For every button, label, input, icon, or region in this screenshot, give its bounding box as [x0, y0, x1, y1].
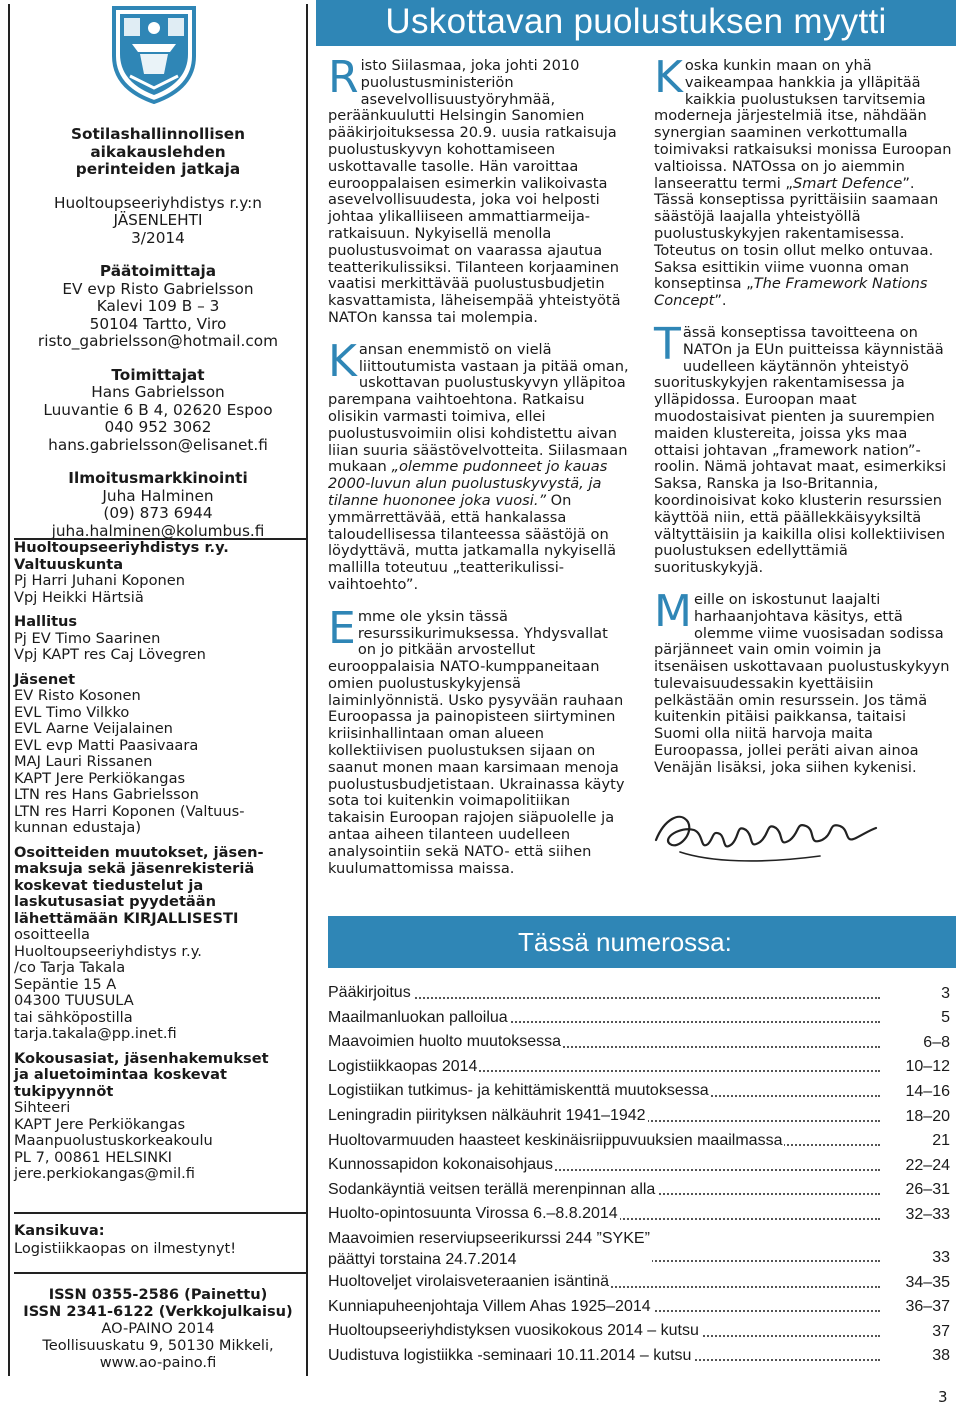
info-line: Hans Gabrielsson [91, 383, 225, 401]
body-text: ”. [714, 292, 727, 310]
section-heading: ja aluetoimintaa koskevat [14, 1066, 227, 1083]
info-line: 04300 TUUSULA [14, 992, 134, 1009]
editor-signature [650, 800, 880, 872]
info-line: KAPT Jere Perkiökangas [14, 769, 186, 787]
toc-entry-page: 10–12 [880, 1056, 950, 1078]
section-heading: lähettämään KIRJALLISESTI [14, 909, 239, 927]
info-line: tai sähköpostilla [14, 1008, 133, 1026]
body-text: ”. Tässä konseptissa pyrittäisiin saamaan säästöjä laajalla yhteistyöllä puolustuskykyjen rakentamisessa. Toteutus on tosin ollut melko ontuvaa. Saksa esittikin viime vuonna oman konseptinsa „ [654, 174, 939, 293]
info-line: MAJ Lauri Rissanen [14, 753, 153, 770]
article-paragraph [328, 602, 630, 878]
article-paragraph [328, 52, 630, 327]
toc-entry[interactable] [328, 1345, 950, 1370]
section-heading: laskutusasiat pyydetään [14, 893, 217, 910]
info-line: Vpj KAPT res Caj Lövegren [14, 646, 206, 663]
info-line: Sihteeri [14, 1099, 71, 1116]
table-of-contents [328, 982, 950, 1369]
toc-entry-title: Huoltovarmuuden haasteet keskinäisriippuvuuksien maailmassa [328, 1130, 784, 1152]
toc-entry[interactable] [328, 1154, 950, 1179]
article-paragraph [654, 318, 956, 577]
page-number: 3 [938, 1388, 948, 1406]
toc-entry[interactable] [328, 1031, 950, 1056]
section-heading: Päätoimittaja [99, 262, 217, 280]
article-column-1 [328, 52, 630, 892]
toc-entry-page: 33 [880, 1247, 950, 1269]
masthead-column [8, 4, 308, 1376]
spacer [10, 454, 306, 470]
toc-entry[interactable] [328, 1179, 950, 1204]
toc-entry-page: 18–20 [880, 1106, 950, 1128]
toc-entry-page: 5 [880, 1007, 950, 1029]
toc-header [328, 916, 956, 968]
toc-entry-title: Uudistuva logistiikka -seminaari 10.11.2014 – kutsu [328, 1345, 693, 1367]
article-column-2 [654, 52, 956, 792]
info-line: Luuvantie 6 B 4, 02620 Espoo [43, 400, 273, 419]
section-heading: Osoitteiden muutokset, jäsen- [14, 843, 264, 861]
cover-credit [14, 1222, 306, 1258]
cover-label: Kansikuva: [14, 1222, 105, 1239]
toc-entry-page: 36–37 [880, 1296, 950, 1318]
quote-text: The Framework Nations Concept [654, 275, 928, 310]
section-heading: Ilmoitusmarkkinointi [68, 469, 248, 487]
toc-entry[interactable] [328, 982, 950, 1007]
toc-entry[interactable] [328, 1056, 950, 1081]
section-heading: Huoltoupseeriyhdistys r.y. [14, 539, 229, 556]
info-line: 50104 Tartto, Viro [89, 314, 227, 333]
drop-cap: K [654, 52, 683, 103]
toc-entry-title: Leningradin piirityksen nälkäuhrit 1941–1942 [328, 1105, 648, 1127]
info-line: Kalevi 109 B – 3 [96, 297, 220, 315]
body-text: isto Siilasmaa, joka johti 2010 puolustusministeriön asevelvollisuustyöryhmää, peräänkuulutti Helsingin Sanomien pääkirjoituksessa 20.9. uusia ratkaisuja puolustuskyvyn kohottamiseen uskottavalle tasolle. Hän varoittaa eurooppalaisen esimerkin valikoivasta asevelvollisuudesta, joka voi helposti johtaa ylikalliiseen ammattiarmeija-ratkaisuun. Nykyisellä menolla puolustusvoimat on vaarassa ajautua teatterikulissiksi. Tilanteen korjaaminen vaatisi merkittävää puolustusbudjetin kasvattamista, läheisempää yhteistyötä NATOn kanssa tai molempia. [328, 57, 621, 326]
body-text: eille on iskostunut laajalti harhaanjohtava käsitys, että olemme viime vuosisadan sodissa pärjänneet vain omin voimin ja itsenäisen uskottavaan puolustuskykyyn tulevaisuudessakin kyettäisiin pelkästään omin resurssein. Jos tämä kuitenkin pitäisi paikkansa, taitaisi Suomi olla niitä harvoja maita Euroopassa, jollei peräti aivan ainoa Venäjän lisäksi, joka siihen kykenisi. [654, 590, 950, 776]
section-heading: aikakauslehden [90, 142, 226, 161]
info-line: kunnan edustaja) [14, 819, 142, 836]
info-line: osoitteella [14, 926, 90, 943]
info-line: Maanpuolustuskorkeakoulu [14, 1132, 213, 1149]
info-line: EVL Timo Vilkko [14, 703, 130, 721]
info-line: Vpj Heikki Härtsiä [14, 588, 144, 606]
info-line: (09) 873 6944 [103, 504, 213, 522]
info-line: Juha Halminen [102, 486, 214, 505]
issn-line: AO-PAINO 2014 [101, 1320, 215, 1337]
info-line: LTN res Hans Gabrielsson [14, 786, 199, 803]
info-line: LTN res Harri Koponen (Valtuus- [14, 802, 245, 820]
body-text: mme ole yksin tässä resurssikurimuksessa. Yhdysvallat on jo pitkään arvostellut eurooppalaisia NATO-kumppaneitaan omien puolustuskykyjensä laiminlyönnistä. Usko pysyvään rauhaan Euroopassa ja painopisteen siirtyminen kriisinhallintaan oman alueen kollektiivisen puolustuksen sijaan on saanut monen maan karsimaan menoja puolustusbudjetistaan. Ukrainassa käyty sota toi kuitenkin voimapolitiikan takaisin Euroopan rajojen siäpuolelle ja antaa aiheen tilanteen uudelleen analysointiin sekä NATO- että siihen kuulumattomissa maissa. [328, 607, 625, 877]
issn-line: ISSN 0355-2586 (Painettu) [48, 1286, 268, 1303]
info-line: /co Tarja Takala [14, 959, 126, 976]
toc-entry-title: Logistiikkaopas 2014 [328, 1056, 479, 1078]
drop-cap: T [654, 318, 681, 370]
spacer [10, 179, 306, 195]
info-line: juha.halminen@kolumbus.fi [51, 521, 265, 540]
section-heading: Jäsenet [14, 670, 76, 688]
toc-entry[interactable] [328, 1130, 950, 1155]
info-line: Sepäntie 15 A [14, 975, 117, 993]
article-title: Uskottavan puolustuksen myytti [316, 0, 956, 46]
toc-entry-title: Pääkirjoitus [328, 982, 413, 1004]
section-heading: Kokousasiat, jäsenhakemukset [14, 1049, 269, 1067]
info-line: tarja.takala@pp.inet.fi [14, 1025, 177, 1042]
spacer [10, 247, 306, 263]
section-heading: Sotilashallinnollisen [70, 125, 246, 143]
toc-entry-page: 26–31 [880, 1179, 950, 1201]
issn-info [10, 1286, 306, 1371]
drop-cap: K [328, 335, 357, 387]
divider [14, 1272, 306, 1274]
toc-entry-title: Huoltoupseeriyhdistyksen vuosikokous 2014 – kutsu [328, 1320, 701, 1342]
cover-text: Logistiikkaopas on ilmestynyt! [14, 1240, 237, 1257]
toc-entry-title: Huoltoveljet virolaisveteraanien isäntinä [328, 1271, 611, 1293]
quote-text: Smart Defence [793, 174, 903, 192]
info-line: EVL evp Matti Paasivaara [14, 736, 199, 754]
section-heading: tukipyynnöt [14, 1082, 114, 1100]
toc-entry-title: Huolto-opintosuunta Virossa 6.–8.8.2014 [328, 1203, 620, 1225]
section-heading: Toimittajat [111, 365, 205, 384]
section-heading: maksuja sekä jäsenrekisteriä [14, 860, 255, 877]
spacer [10, 351, 306, 367]
toc-entry[interactable] [328, 1007, 950, 1032]
toc-entry-page: 37 [880, 1321, 950, 1343]
toc-entry-title: Maailmanluokan palloilua [328, 1007, 510, 1029]
toc-entry-title: Logistiikan tutkimus- ja kehittämiskenttä muutoksessa [328, 1080, 711, 1102]
info-line: EVL Aarne Veijalainen [14, 720, 173, 737]
article-paragraph [654, 52, 956, 310]
toc-entry[interactable] [328, 1271, 950, 1296]
toc-entry[interactable] [328, 1105, 950, 1130]
toc-entry-title: Maavoimien reserviupseerikurssi 244 ”SYKE” päättyi torstaina 24.7.2014 [328, 1229, 650, 1268]
info-line: Pj EV Timo Saarinen [14, 629, 161, 647]
info-line: Pj Harri Juhani Koponen [14, 572, 185, 589]
body-text: On ymmärrettävää, että hankalassa taloudellisessa tilanteessa säästöjä on löydyttävä, mutta jatkamalla nykyisellä mallilla toteutuu „teatterikulissi-vaihtoehto”. [328, 491, 617, 593]
body-text: ansan enemmistö on vielä liittoutumista vastaan ja pitää oman, uskottavan puolustuskyvyn ylläpitoa parempana vaihtoehtona. Ratkaisu olisikin varmasti toimiva, ellei puolustusvoimiin olisi kohdistettu aivan liian suuria säästövelvotteita. Siilasmaan mukaan [328, 340, 629, 476]
toc-entry-page: 32–33 [880, 1204, 950, 1226]
body-text: oska kunkin maan on yhä vaikeampaa hankkia ja ylläpitää kaikkia puolustuksen tarvitsemia moderneja järjestelmiä itse, nähdään synergian saaminen verkottumalla toimivaksi ratkaisuksi monissa Euroopan valtioissa. NATOssa on jo aiemmin lanseerattu termi „ [654, 57, 952, 192]
info-line: Huoltoupseeriyhdistys r.y:n [54, 193, 262, 212]
info-line: JÄSENLEHTI [113, 211, 203, 229]
issn-line: Teollisuuskatu 9, 50130 Mikkeli, [42, 1337, 274, 1354]
toc-entry-page: 21 [880, 1130, 950, 1152]
toc-entry-page: 6–8 [880, 1032, 950, 1054]
association-crest-logo [110, 4, 198, 104]
toc-entry-title: Kunnossapidon kokonaisohjaus [328, 1154, 555, 1176]
article-paragraph [654, 585, 956, 777]
masthead-info [10, 126, 306, 540]
toc-entry-title: Sodankäyntiä veitsen terällä merenpinnan alla [328, 1179, 657, 1201]
issn-line: www.ao-paino.fi [99, 1354, 217, 1371]
toc-entry-page: 38 [880, 1345, 950, 1367]
info-line: 040 952 3062 [104, 418, 212, 436]
toc-entry[interactable] [328, 1228, 950, 1271]
toc-entry[interactable] [328, 1320, 950, 1345]
body-text: ässä konseptissa tavoitteena on NATOn ja EUn puitteissa käynnistää uudelleen käytännön yhteistyö suorituskykyjen rakentamisessa ja ylläpidossa. Euroopan maat muodostaisivat pienten ja suurempien maiden klustereita, joissa yks maa ottaisi johtavan „framework nation”-roolin. Nämä johtavat maat, esimerkiksi Saksa, Ranska ja Iso-Britannia, koordinoisivat koko klusterin resurssien käyttöä niin, että päällekkäisyyksiltä vältyttäisiin ja kaikilla olisi kollektiivisen puolustuksen edellyttämiä suorituskykyjä. [654, 323, 947, 577]
info-line: jere.perkiokangas@mil.fi [14, 1165, 195, 1182]
toc-entry-page: 22–24 [880, 1155, 950, 1177]
divider [14, 1212, 306, 1214]
drop-cap: E [328, 602, 356, 654]
article-paragraph [328, 335, 630, 594]
association-info [14, 540, 306, 1183]
toc-entry[interactable] [328, 1080, 950, 1105]
toc-entry[interactable] [328, 1296, 950, 1321]
quote-text: „olemme pudonneet jo kauas 2000-luvun alun puolustuskyvystä, ja tilanne huononee joka vuosi.” [328, 458, 608, 509]
toc-entry-page: 3 [880, 983, 950, 1005]
info-line: PL 7, 00861 HELSINKI [14, 1148, 172, 1166]
toc-entry-title: Maavoimien huolto muutoksessa [328, 1031, 563, 1053]
toc-entry-page: 14–16 [880, 1081, 950, 1103]
section-heading: Hallitus [14, 613, 78, 630]
toc-entry-title: Kunniapuheenjohtaja Villem Ahas 1925–2014 [328, 1296, 653, 1318]
drop-cap: R [328, 52, 359, 103]
info-line: EV Risto Kosonen [14, 687, 141, 704]
info-line: Huoltoupseeriyhdistys r.y. [14, 942, 202, 960]
info-line: KAPT Jere Perkiökangas [14, 1115, 186, 1133]
issn-line: ISSN 2341-6122 (Verkkojulkaisu) [23, 1303, 293, 1320]
info-line: hans.gabrielsson@elisanet.fi [48, 435, 268, 454]
info-line: 3/2014 [131, 228, 185, 247]
drop-cap: M [654, 585, 692, 637]
info-line: risto_gabrielsson@hotmail.com [37, 332, 279, 350]
toc-entry[interactable] [328, 1203, 950, 1228]
section-heading: koskevat tiedustelut ja [14, 876, 204, 894]
toc-heading: Tässä numerossa: [518, 927, 732, 957]
info-line: EV evp Risto Gabrielsson [62, 279, 254, 298]
section-heading: Valtuuskunta [14, 555, 124, 573]
toc-entry-page: 34–35 [880, 1272, 950, 1294]
section-heading: perinteiden jatkaja [75, 160, 241, 178]
